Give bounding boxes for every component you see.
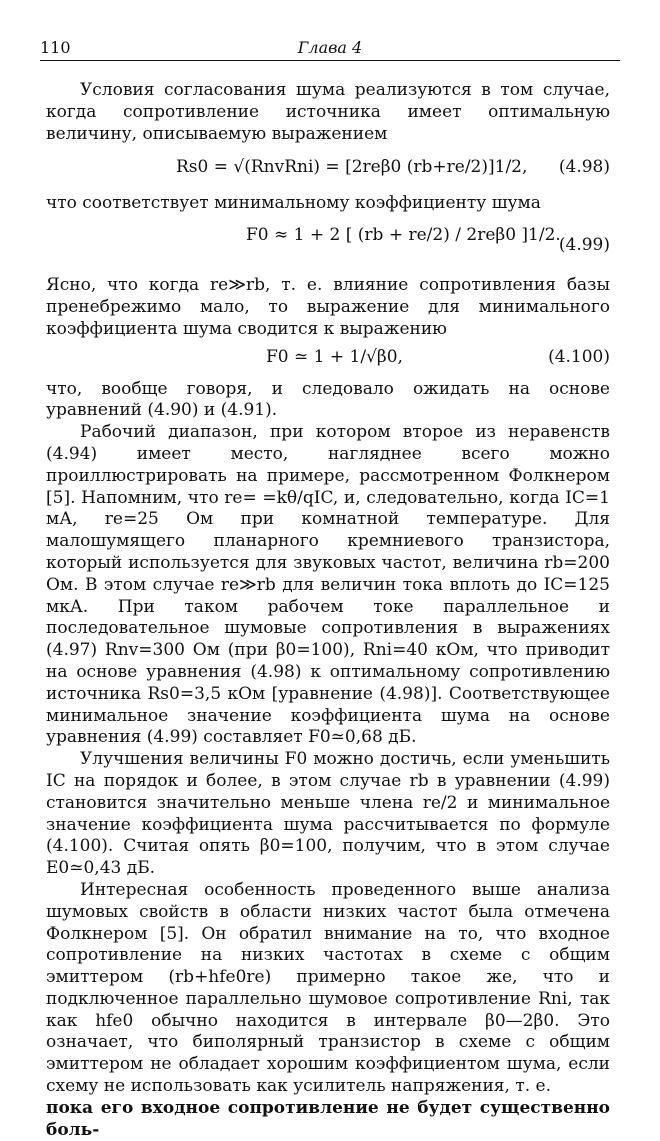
equation-number: (4.100) (548, 346, 610, 367)
intro-paragraph: Условия согласования шума реализуются в том случае, когда сопротивление источника имеет оптимальную величину, описываемую выражением (46, 80, 610, 144)
equation-expression: Rs0 = √(RnvRni) = [2reβ0 (rb+re/2)]1/2, (176, 157, 528, 178)
equation-expression: F0 ≃ 1 + 1/√β0, (266, 346, 403, 367)
equation-number: (4.99) (558, 235, 610, 256)
chapter-title: Глава 4 (297, 38, 363, 57)
header-rule (40, 60, 620, 61)
page-header (40, 38, 620, 62)
equation-number: (4.98) (558, 157, 610, 178)
text-after-eq-4-98: что соответствует минимальному коэффициенту шума (46, 193, 541, 214)
text-after-eq-4-100: что, вообще говоря, и следовало ожидать на основе уравнений (4.90) и (4.91). (46, 378, 610, 421)
page-body (46, 80, 610, 1141)
equation-expression: F0 ≈ 1 + 2 [ (rb + re/2) / 2reβ0 ]1/2. (246, 225, 561, 246)
paragraph-interesting-feature: Интересная особенность проведенного выше анализа шумовых свойств в области низких частот была отмечена Фолкнером [5]. Он обратил внимание на то, что входное сопротивление на низких частотах в схеме с общим эмиттером (rb+hfe0re) примерно такое же, что и подключенное параллельно шумовое сопротивление Rni, так как hfe0 обычно находится в интервале β0—2β0. Это означает, что биполярный транзистор в схеме с общим эмиттером не обладает хорошим коэффициентом шума, если схему не использовать как усилитель напряжения, т. е. (46, 879, 610, 1097)
last-line: пока его входное сопротивление не будет существенно боль- (46, 1097, 610, 1140)
paragraph-operating-range: Рабочий диапазон, при котором второе из неравенств (4.94) имеет место, нагляднее всего можно проиллюстрировать на примере, рассмотренном Фолкнером [5]. Напомним, что re= =kθ/qIC, и, следовательно, когда IC=1 мА, re=25 Ом при комнатной температуре. Для малошумящего планарного кремниевого транзистора, который используется для звуковых частот, величина rb=200 Ом. В этом случае re≫rb для величин тока вплоть до IC=125 мкА. При таком рабочем токе параллельное и последовательное шумовые сопротивления в выражениях (4.97) Rnv=300 Ом (при β0=100), Rni=40 кОм, что приводит на основе уравнения (4.98) к оптимальному сопротивлению источника Rs0=3,5 кОм [уравнение (4.98)]. Соответствующее минимальное значение коэффициента шума на основе уравнения (4.99) составляет F0≃0,68 дБ. (46, 422, 610, 748)
paragraph-improvement: Улучшения величины F0 можно достичь, если уменьшить IC на порядок и более, в этом случае rb в уравнении (4.99) становится значительно меньше члена re/2 и минимальное значение коэффициента шума рассчитывается по формуле (4.100). Считая опять β0=100, получим, что в этом случае E0≃0,43 дБ. (46, 749, 610, 879)
equation-4-98 (46, 149, 610, 189)
equation-4-99 (46, 219, 610, 271)
page-number: 110 (40, 38, 71, 57)
paragraph-clear: Ясно, что когда re≫rb, т. е. влияние сопротивления базы пренебрежимо мало, то выражение для минимального коэффициента шума сводится к выражению (46, 275, 610, 339)
equation-4-100 (46, 345, 610, 375)
